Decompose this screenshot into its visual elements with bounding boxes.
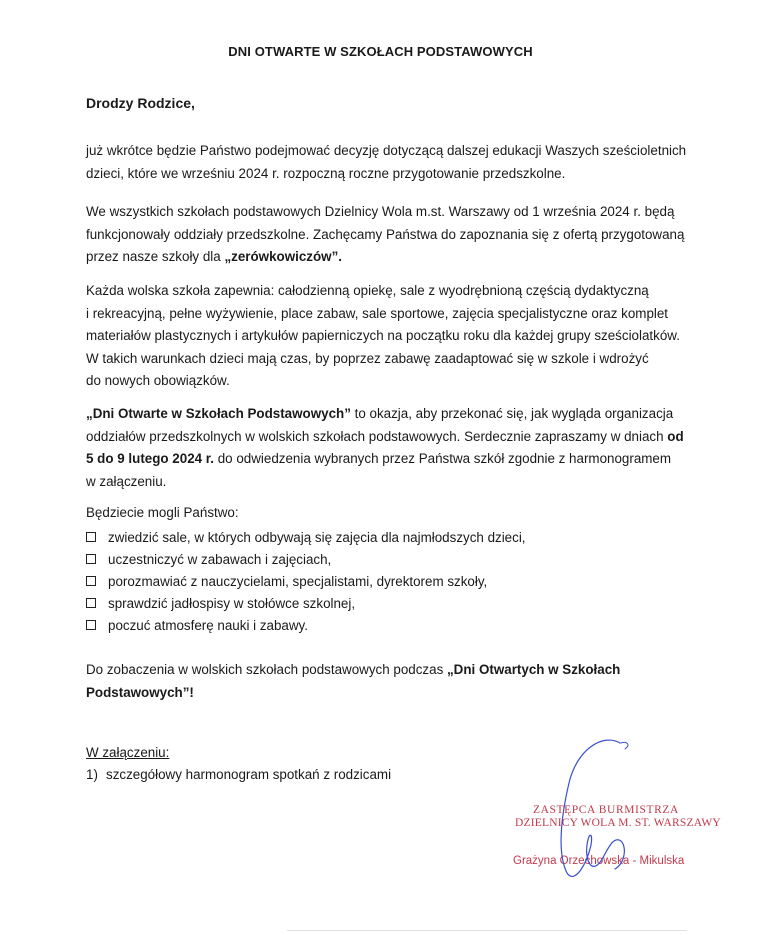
text-run: oddziałów przedszkolnych w wolskich szkołach podstawowych. Serdecznie zapraszamy w dniach (86, 428, 668, 444)
stamp-name: Grażyna Orzechowska - Mikulska (513, 855, 685, 867)
closing-paragraph (86, 659, 686, 704)
text-run: do odwiedzenia wybranych przez Państwa szkół zgodnie z harmonogramem (214, 451, 672, 466)
paragraph-line (86, 682, 686, 705)
text-run: to okazja, aby przekonać się, jak wygląda organizacja (350, 406, 674, 421)
checklist (86, 527, 526, 637)
bold-text: 5 do 9 lutego 2024 r. (86, 451, 215, 466)
checklist-item (86, 593, 526, 615)
handwritten-signature (545, 735, 635, 885)
checklist-item-text: zwiedzić sale, w których odbywają się zajęcia dla najmłodszych dzieci, (108, 530, 526, 545)
paragraph-line: W takich warunkach dzieci mają czas, by poprzez zabawę zaadaptować się w szkole i wdrożyć (86, 350, 649, 366)
checklist-item (86, 527, 526, 549)
checklist-item-text: sprawdzić jadłospisy w stołówce szkolnej, (108, 596, 356, 611)
attachments-heading: W załączeniu: (86, 745, 170, 760)
attachment-number: 1) (86, 767, 98, 782)
paragraph-4 (86, 403, 686, 493)
paragraph-line: do nowych obowiązków. (86, 373, 230, 388)
paragraph-line: Każda wolska szkoła zapewnia: całodzienną opiekę, sale z wyodrębnioną częścią dydaktyczną (86, 283, 649, 298)
paragraph-line (86, 426, 686, 449)
text-run: Do zobaczenia w wolskich szkołach podstawowych podczas (86, 662, 447, 677)
paragraph-line: dzieci, które we wrześniu 2024 r. rozpoczną roczne przygotowanie przedszkolne. (86, 165, 566, 181)
bottom-divider (287, 930, 687, 931)
checklist-intro: Będziecie mogli Państwo: (86, 505, 239, 520)
bold-text: „zerówkowiczów”. (224, 249, 342, 264)
attachment-text: szczegółowy harmonogram spotkań z rodzicami (106, 767, 392, 782)
bold-text: Podstawowych”! (86, 684, 194, 700)
paragraph-line (86, 403, 686, 426)
paragraph-line: funkcjonowały oddziały przedszkolne. Zachęcamy Państwa do zapoznania się z ofertą przygotowaną (86, 226, 685, 242)
text-run: przez nasze szkoły dla (86, 249, 225, 264)
stamp-office: DZIELNICY WOLA M. ST. WARSZAWY (515, 817, 721, 829)
checklist-item (86, 571, 526, 593)
checklist-item (86, 549, 526, 571)
paragraph-3 (86, 280, 686, 393)
checkbox-icon (86, 620, 96, 630)
document-title: DNI OTWARTE W SZKOŁACH PODSTAWOWYCH (228, 44, 533, 59)
stamp-title: ZASTĘPCA BURMISTRZA (533, 804, 679, 816)
paragraph-line (86, 448, 686, 471)
paragraph-line: już wkrótce będzie Państwo podejmować decyzję dotyczącą dalszej edukacji Waszych sześcioletnich (86, 143, 687, 158)
checklist-item-text: porozmawiać z nauczycielami, specjalistami, dyrektorem szkoły, (108, 574, 488, 589)
paragraph-line: We wszystkich szkołach podstawowych Dzielnicy Wola m.st. Warszawy od 1 września 2024 r. będą (86, 204, 675, 219)
checklist-item-text: poczuć atmosferę nauki i zabawy. (108, 618, 308, 633)
paragraph-line: w załączeniu. (86, 473, 167, 489)
checklist-item-text: uczestniczyć w zabawach i zajęciach, (108, 552, 332, 567)
bold-text: „Dni Otwartych w Szkołach (446, 662, 621, 677)
checklist-item (86, 615, 526, 637)
paragraph-line: i rekreacyjną, pełne wyżywienie, place zabaw, sale sportowe, zajęcia specjalistyczne oraz komplet (86, 305, 669, 321)
paragraph-line (86, 246, 686, 269)
checkbox-icon (86, 598, 96, 608)
paragraph-line: materiałów plastycznych i artykułów papierniczych na początku roku dla każdej grupy sześciolatków. (86, 328, 680, 343)
paragraph-1 (86, 140, 686, 185)
checkbox-icon (86, 576, 96, 586)
bold-text: „Dni Otwarte w Szkołach Podstawowych” (86, 406, 351, 421)
greeting: Drodzy Rodzice, (86, 95, 195, 111)
checkbox-icon (86, 554, 96, 564)
paragraph-2 (86, 201, 686, 269)
checkbox-icon (86, 532, 96, 542)
bold-text: od (667, 428, 684, 444)
paragraph-line (86, 659, 686, 682)
